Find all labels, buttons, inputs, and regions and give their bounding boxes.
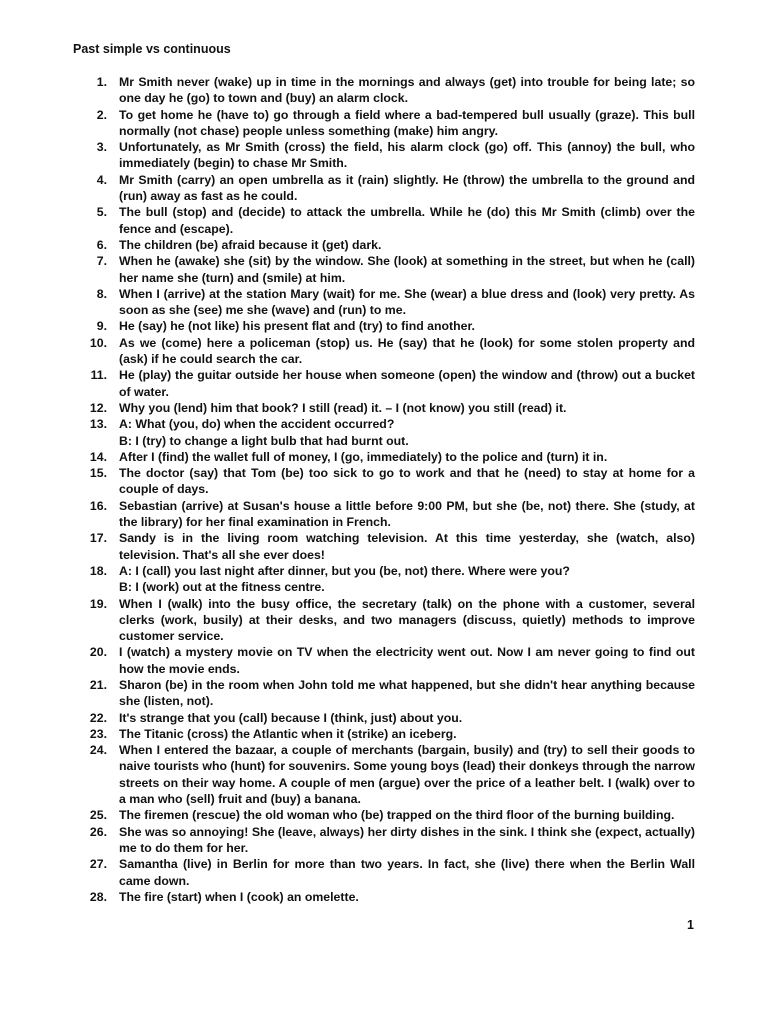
exercise-item	[0, 742, 768, 807]
exercise-number: 11.	[90, 368, 107, 383]
exercise-text: B: I (work) out at the fitness centre.	[119, 580, 325, 595]
exercise-number: 17.	[89, 531, 107, 546]
exercise-text: Sebastian (arrive) at Susan's house a little before 9:00 PM, but she (be, not) there. She (study, at the library) for her final examination in French.	[119, 498, 695, 530]
exercise-number: 4.	[96, 172, 107, 187]
exercise-item	[0, 74, 768, 107]
exercise-text: A: What (you, do) when the accident occurred?	[119, 417, 395, 432]
exercise-text: He (play) the guitar outside her house when someone (open) the window and (throw) out a bucket of water.	[119, 368, 695, 399]
exercise-item	[0, 107, 768, 140]
exercise-item	[0, 286, 768, 319]
exercise-text: When I entered the bazaar, a couple of merchants (bargain, busily) and (try) to sell their goods to naive tourists who (hunt) for souvenirs. Some young boys (lead) their donkeys through the narrow streets on their way home. A couple of men (argue) over the price of a leather belt. I (walk) over to a man who (sell) fruit and (buy) a banana.	[119, 743, 695, 807]
exercise-item	[0, 644, 768, 677]
exercise-item	[0, 465, 768, 498]
exercise-text: The bull (stop) and (decide) to attack the umbrella. While he (do) this Mr Smith (climb) over the fence and (escape).	[119, 205, 695, 236]
exercise-item	[0, 677, 768, 710]
exercise-number: 20.	[89, 645, 107, 660]
exercise-number: 12.	[89, 400, 107, 415]
exercise-item	[0, 856, 768, 889]
exercise-item	[0, 889, 768, 905]
exercise-text: It's strange that you (call) because I (think, just) about you.	[119, 710, 463, 725]
exercise-text: The Titanic (cross) the Atlantic when it (strike) an iceberg.	[119, 726, 457, 741]
exercise-number: 27.	[89, 857, 107, 872]
exercise-text: To get home he (have to) go through a field where a bad-tempered bull usually (graze). This bull normally (not chase) people unless something (make) him angry.	[119, 107, 695, 138]
exercise-item	[0, 318, 768, 334]
exercise-text: Why you (lend) him that book? I still (read) it. – I (not know) you still (read) it.	[119, 400, 567, 415]
exercise-item	[0, 367, 768, 400]
exercise-text: I (watch) a mystery movie on TV when the electricity went out. Now I am never going to find out how the movie ends.	[119, 645, 695, 676]
exercise-number: 6.	[96, 237, 107, 252]
exercise-number: 1.	[96, 75, 107, 89]
exercise-number: 15.	[89, 466, 107, 481]
exercise-item	[0, 204, 768, 237]
exercise-number: 24.	[89, 743, 107, 758]
exercise-item	[0, 139, 768, 172]
page-title: Past simple vs continuous	[73, 42, 231, 56]
exercise-item	[0, 498, 768, 531]
exercise-text: He (say) he (not like) his present flat and (try) to find another.	[119, 319, 475, 334]
exercise-item	[0, 824, 768, 857]
exercise-number: 10.	[89, 335, 107, 350]
exercise-text: B: I (try) to change a light bulb that had burnt out.	[119, 433, 409, 448]
exercise-text: The fire (start) when I (cook) an omelette.	[119, 889, 359, 904]
exercise-item	[0, 335, 768, 368]
exercise-text: Mr Smith never (wake) up in time in the mornings and always (get) into trouble for being late; so one day he (go) to town and (buy) an alarm clock.	[119, 75, 695, 106]
exercise-list	[0, 74, 768, 905]
exercise-number: 22.	[89, 710, 107, 725]
exercise-text: The children (be) afraid because it (get) dark.	[119, 237, 382, 252]
exercise-number: 13.	[89, 417, 107, 432]
exercise-text: When he (awake) she (sit) by the window. She (look) at something in the street, but when he (call) her name she (turn) and (smile) at him.	[119, 254, 695, 285]
exercise-text: As we (come) here a policeman (stop) us. He (say) that he (look) for some stolen property and (ask) if he could search the car.	[119, 335, 695, 367]
exercise-item	[0, 416, 768, 449]
exercise-item	[0, 253, 768, 286]
exercise-number: 7.	[96, 254, 107, 269]
exercise-number: 19.	[89, 596, 107, 611]
exercise-text: After I (find) the wallet full of money, I (go, immediately) to the police and (turn) it in.	[119, 449, 608, 464]
exercise-text: Samantha (live) in Berlin for more than two years. In fact, she (live) there when the Berlin Wall came down.	[119, 857, 695, 888]
exercise-text: A: I (call) you last night after dinner, but you (be, not) there. Where were you?	[119, 563, 570, 578]
exercise-text: The firemen (rescue) the old woman who (be) trapped on the third floor of the burning building.	[119, 808, 675, 823]
exercise-number: 26.	[89, 824, 107, 839]
exercise-number: 21.	[89, 677, 107, 692]
exercise-text: She was so annoying! She (leave, always) her dirty dishes in the sink. I think she (expect, actually) me to do them for her.	[119, 824, 695, 855]
page-number: 1	[687, 918, 694, 932]
exercise-text: The doctor (say) that Tom (be) too sick to go to work and that he (need) to stay at home for a couple of days.	[119, 466, 695, 497]
exercise-item	[0, 563, 768, 596]
exercise-number: 5.	[96, 205, 107, 220]
exercise-number: 23.	[89, 726, 107, 741]
exercise-item	[0, 726, 768, 742]
exercise-item	[0, 449, 768, 465]
exercise-item	[0, 710, 768, 726]
exercise-item	[0, 807, 768, 823]
exercise-number: 18.	[89, 563, 107, 578]
exercise-number: 2.	[96, 107, 107, 122]
exercise-number: 28.	[89, 889, 107, 904]
exercise-number: 3.	[96, 140, 107, 155]
exercise-item	[0, 400, 768, 416]
exercise-text: Sandy is in the living room watching television. At this time yesterday, she (watch, also) television. That's all she ever does!	[119, 531, 695, 562]
exercise-text: Mr Smith (carry) an open umbrella as it (rain) slightly. He (throw) the umbrella to the ground and (run) away as fast as he could.	[119, 172, 695, 204]
exercise-number: 9.	[96, 319, 107, 334]
exercise-text: Unfortunately, as Mr Smith (cross) the field, his alarm clock (go) off. This (annoy) the bull, who immediately (begin) to chase Mr Smith.	[119, 140, 695, 171]
exercise-item	[0, 530, 768, 563]
exercise-number: 25.	[89, 808, 107, 823]
exercise-text: When I (walk) into the busy office, the secretary (talk) on the phone with a customer, several clerks (work, busily) at their desks, and two managers (discuss, quietly) methods to improve customer service.	[119, 596, 695, 644]
exercise-item	[0, 596, 768, 645]
exercise-item	[0, 237, 768, 253]
exercise-text: Sharon (be) in the room when John told me what happened, but she didn't hear anything because she (listen, not).	[119, 677, 695, 709]
exercise-number: 8.	[96, 286, 107, 301]
exercise-number: 14.	[89, 449, 107, 464]
exercise-text: When I (arrive) at the station Mary (wait) for me. She (wear) a blue dress and (look) very pretty. As soon as she (see) me she (wave) and (run) to me.	[119, 286, 695, 318]
exercise-number: 16.	[89, 498, 107, 513]
exercise-item	[0, 172, 768, 205]
